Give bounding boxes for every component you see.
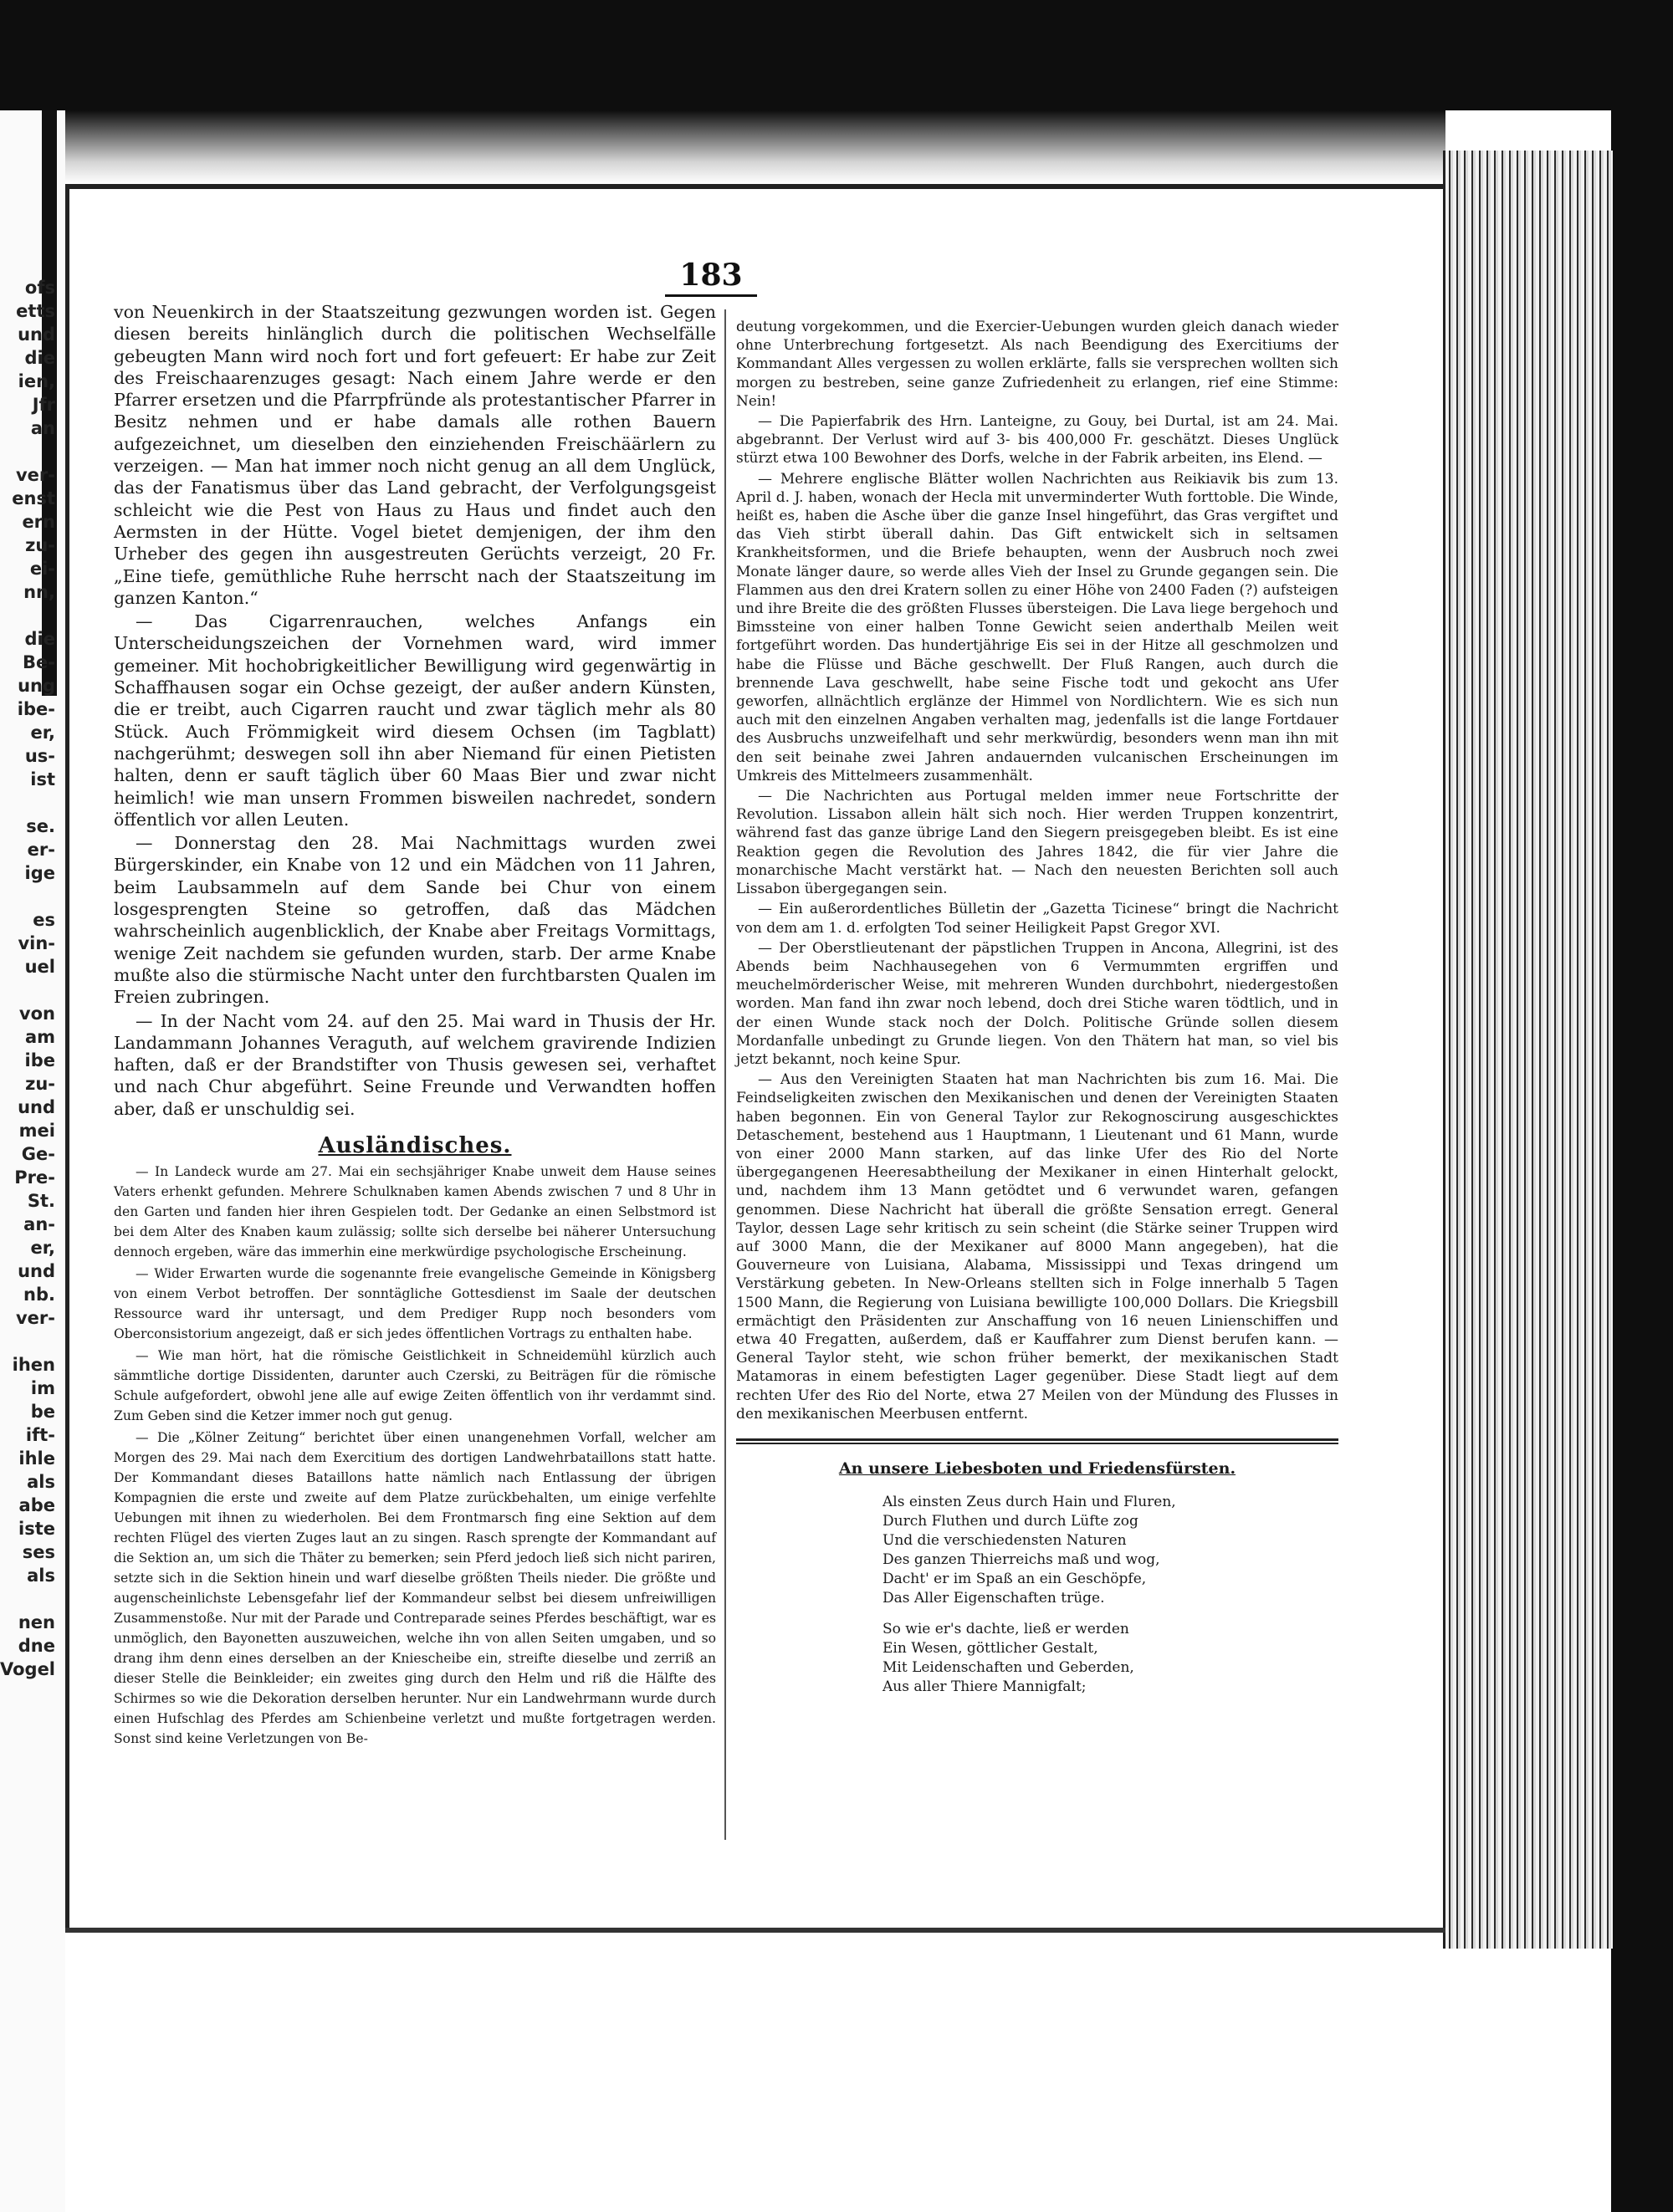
gutter-fragment: be [30,1402,55,1422]
column-right [736,318,1338,1709]
gutter-fragment: als [27,1472,55,1492]
gutter-fragment: ibe [24,1050,55,1070]
poem-line: Als einsten Zeus durch Hain und Fluren, [883,1494,1176,1511]
gutter-fragment: nb. [23,1285,55,1305]
poem-title: An unsere Liebesboten und Friedensfürsten. [838,1458,1236,1478]
book-page-edges [1443,151,1613,1949]
gutter-fragment: abe [18,1495,55,1515]
gutter-fragment: und [18,324,55,345]
gutter-fragment: ern [22,512,55,532]
article-paragraph: deutung vorgekommen, und die Exercier-Uebungen wurden gleich danach wieder ohne Unterbrechung fortgesetzt. Als nach Beendigung des Exercitiums der Kommandant Alles vergessen zu wollen erklärte, falls sie versprechen wollten sich morgen zu bestreben, seine ganze Zufriedenheit zu erlangen, rief eine Stimme: Nein! [736,319,1338,410]
gutter-fragment: Pre- [14,1167,55,1188]
article-paragraph: — Donnerstag den 28. Mai Nachmittags wurden zwei Bürgerskinder, ein Knabe von 12 und ein Mädchen von 11 Jahren, beim Laubsammeln auf dem Sande bei Chur von einem losgesprengten Steine so getroffen, daß das Mädchen wahrscheinlich augenblicklich, der Knabe aber Freitags Vormittags, wenige Zeit nachdem sie gefunden wurden, starb. Der arme Knabe mußte also die stürmische Nacht unter den furchtbarsten Qualen im Freien zubringen. [114,833,716,1008]
gutter-fragment: St. [27,1191,55,1211]
poem-line: So wie er's dachte, ließ er werden [883,1621,1129,1638]
gutter-fragment: zu- [25,535,55,555]
poem-line: Das Aller Eigenschaften trüge. [883,1590,1105,1607]
poem-stanza [883,1620,1338,1697]
article-paragraph: — Mehrere englische Blätter wollen Nachrichten aus Reikiavik bis zum 13. April d. J. haben, wonach der Hecla mit unverminderter Wuth forttoble. Die Winde, heißt es, haben die Asche über die ganze Insel hingeführt, das Gras vergiftet und das Vieh stirbt überall dahin. Das Gift entwickelt sich in seltsamen Krankheitsformen, und die Briefe behaupten, wenn der Ausbruch noch zwei Monate länger daure, so werde alles Vieh der Insel zu Grunde gegangen sein. Die Flammen aus den drei Kratern sollen zu einer Höhe von 2400 Faden (?) aufsteigen und ihre Breite die des größten Flusses übersteigen. Die Lava liege bergehoch und Bimssteine von einer halben Tonne Gewicht seien anderthalb Meilen weit fortgeführt worden. Das hundertjährige Eis sei in der Hitze all geschmolzen und habe die Flüsse und Bäche geschwellt. Der Fluß Rangen, auch durch die brennende Lava geschwellt, habe seine Fische todt und gekocht ans Ufer geworfen, allnächtlich erglänze der Himmel von Nordlichtern. Wie es sich nun auch mit den einzelnen Angaben verhalten mag, jedenfalls ist die lange Fortdauer des Ausbruchs unzweifelhaft und sehr merkwürdig, besonders wenn man ihn mit den seit beinahe zwei Jahren andauernden vulcanischen Erscheinungen im Umkreis des Mittelmeers zusammenhält. [736,470,1338,784]
facing-page-fragments [0,276,55,1949]
section-heading: Ausländisches. [318,1132,512,1158]
gutter-fragment: die [24,348,55,368]
article-paragraph: — Wider Erwarten wurde die sogenannte freie evangelische Gemeinde in Königsberg von einem Verbot betroffen. Der sonntägliche Gottesdienst im Saale der deutschen Ressource ward ihr untersagt, und dem Prediger Rupp noch besonders vom Oberconsistorium angezeigt, daß er sich jedes öffentlichen Vortrags zu enthalten habe. [114,1266,716,1342]
page-number-rule [665,294,757,297]
gutter-fragment [0,791,55,815]
scan-border-right [1611,0,1673,2212]
gutter-fragment: zu- [25,1074,55,1094]
gutter-fragment: die [24,629,55,649]
scan-shadow-top [65,110,1445,184]
gutter-fragment: an [30,418,55,438]
poem-line: Durch Fluthen und durch Lüfte zog [883,1513,1138,1530]
poem-line: Dacht' er im Spaß an ein Geschöpfe, [883,1571,1147,1588]
gutter-fragment: vin- [18,933,55,953]
page-frame-top [65,184,1445,189]
gutter-fragment: und [18,1261,55,1281]
gutter-fragment: nn, [23,582,55,602]
gutter-fragment: ver- [15,1308,55,1328]
gutter-fragment [0,1330,55,1353]
gutter-fragment: ei- [29,559,55,579]
poem-rule [736,1438,1338,1441]
gutter-fragment: er, [30,1238,55,1258]
gutter-fragment: se. [26,816,55,836]
article-paragraph: — Das Cigarrenrauchen, welches Anfangs ein Unterscheidungszeichen der Vornehmen ward, wird immer gemeiner. Mit hochobrigkeitlicher Bewilligung wird gegenwärtig in Schaffhausen sogar ein Ochse gezeigt, der außer andern Künsten, die er treibt, auch Cigarren raucht und zwar täglich mehr als 80 Stück. Auch Frömmigkeit wird diesem Ochsen (im Tagblatt) nachgerühmt; deswegen soll ihn aber Niemand für einen Pietisten halten, denn er sauft täglich über 60 Maas Bier und zwar nicht heimlich! wie man unsern Frommen bisweilen nachredet, sondern öffentlich vor allen Leuten. [114,611,716,830]
article-paragraph: — Die Nachrichten aus Portugal melden immer neue Fortschritte der Revolution. Lissabon allein hält sich noch. Hier werden Truppen konzentrirt, während fast das ganze übrige Land den Siegern preisgegeben bleibt. Es ist eine Reaktion gegen die Revolution des Jahres 1842, die für vier Jahre die monarchische Macht verstärkt hat. — Nach den neuesten Berichten soll auch Lissabon übergegangen sein. [736,788,1338,898]
page-frame-bottom [65,1928,1445,1933]
gutter-fragment: ihle [18,1448,55,1469]
gutter-fragment: und [18,1097,55,1117]
gutter-fragment [0,440,55,463]
gutter-fragment: an- [23,1214,55,1234]
poem-line: Mit Leidenschaften und Geberden, [883,1659,1134,1677]
gutter-fragment: us- [24,746,55,766]
column-left [114,301,716,1750]
gutter-fragment: mei [18,1121,55,1141]
gutter-fragment: Ge- [21,1144,55,1164]
gutter-fragment: am [24,1027,55,1047]
poem-line: Aus aller Thiere Mannigfalt; [883,1678,1087,1696]
gutter-fragment [0,604,55,627]
gutter-fragment: ist [30,769,55,789]
article-paragraph: — Wie man hört, hat die römische Geistlichkeit in Schneidemühl kürzlich auch sämmtliche dortige Dissidenten, darunter auch Czerski, zu Beiträgen für die römische Schule aufgefordert, obwohl jene alle auf ewige Zeiten öffentlich von ihr verdammt sind. Zum Geben sind die Ketzer immer noch gut genug. [114,1348,716,1424]
gutter-fragment: ibe- [17,699,55,719]
article-paragraph: — Die „Kölner Zeitung“ berichtet über einen unangenehmen Vorfall, welcher am Morgen des 29. Mai nach dem Exercitium des dortigen Landwehrbataillons statt hatte. Der Kommandant dieses Bataillons hatte nämlich nach Entlassung der übrigen Kompagnien die erste und zweite auf dem Platze zurückbehalten, um einige verfehlte Uebungen mit ihnen zu wiederholen. Bei dem Frontmarsch fing eine Sektion auf dem rechten Flügel des vierten Zuges laut an zu singen. Rasch sprengte der Kommandant auf die Sektion an, um sich die Thäter zu bemerken; sein Pferd jedoch ließ sich nicht pariren, setzte sich in die Sektion hinein und warf dieselbe größten Theils nieder. Die größte und augenscheinlichste Lebensgefahr lief der Kommandeur selbst bei diesem unfreiwilligen Zusammenstoße. Nur mit der Parade und Contreparade seines Pferdes beschäftigt, war es unmöglich, den Bayonetten auszuweichen, welche ihn von allen Seiten umgaben, und so drang ihm denn eines derselben an der Kniescheibe ein, streifte dieselbe und zerriß an dieser Stelle die Beinkleider; ein zweites ging durch den Helm und riß die Hälfte des Schirmes so wie die Dekoration derselben herunter. Nur ein Landwehrmann wurde durch einen Hufschlag des Pferdes am Schienbeine verletzt und mußte fortgetragen werden. Sonst sind keine Verletzungen von Be- [114,1430,716,1747]
gutter-fragment: Jfr [32,395,55,415]
gutter-fragment: enst [12,488,55,508]
gutter-fragment: von [18,1004,55,1024]
article-paragraph: von Neuenkirch in der Staatszeitung gezwungen worden ist. Gegen diesen bereits hinlänglich durch die politischen Wechselfälle gebeugten Mann wird noch fort und fort gefeuert: Er habe zur Zeit des Freischaarenzuges gesagt: Nach einem Jahre werde er den Pfarrer ersetzen und die Pfarrpfründe als protestantischer Pfarrer in Besitz nehmen und er habe damals alle rothen Bauern aufgezeichnet, um dieselben den einziehenden Freischäärlern zu verzeigen. — Man hat immer noch nicht genug an all dem Unglück, das der Fanatismus über das Land gebracht, der Verfolgungsgeist schleicht wie die Pest von Haus zu Haus und findet auch den Aermsten in der Hütte. Vogel bietet demjenigen, der ihm den Urheber des gegen ihn ausgestreuten Gerüchts verzeigt, 20 Fr. „Eine tiefe, gemüthliche Ruhe herrscht nach der Staatszeitung im ganzen Kanton.“ [114,302,716,608]
page-number: 183 [679,258,743,293]
gutter-fragment: Vogel [0,1659,55,1679]
gutter-fragment: ofs [24,278,55,298]
gutter-fragment: ift- [25,1425,55,1445]
gutter-fragment: ver- [15,465,55,485]
gutter-fragment: iste [18,1519,55,1539]
gutter-fragment: dne [18,1636,55,1656]
article-paragraph: — Aus den Vereinigten Staaten hat man Nachrichten bis zum 16. Mai. Die Feindseligkeiten zwischen den Mexikanischen und denen der Vereinigten Staaten haben begonnen. Ein von General Taylor zur Rekognoscirung ausgeschicktes Detaschement, bestehend aus 1 Hauptmann, 1 Lieutenant und 61 Mann, wurde von einer 2000 Mann starken, auf das linke Ufer des Rio del Norte übergegangenen Heeresabtheilung der Mexikaner in einen Hinterhalt gelockt, und, nachdem ihm 13 Mann getödtet und 6 verwundet waren, gefangen genommen. Diese Nachricht hat überall die größte Sensation erregt. General Taylor, dessen Lage sehr kritisch zu sein scheint (die Stärke seiner Truppen wird auf 3000 Mann, die der Mexikaner auf 8000 Mann angegeben), hat die Gouverneure von Luisiana, Alabama, Mississippi und Texas dringend um Verstärkung gebeten. In New-Orleans stellten sich in Folge innerhalb 5 Tagen 1500 Mann, die Regierung von Luisiana bewilligte 100,000 Dollars. Die Kriegsbill ermächtigt den Präsidenten zur Anschaffung von 16 neuen Linienschiffen und etwa 40 Fregatten, außerdem, daß er Kauffahrer zum Dienst berufen kann. — General Taylor steht, wie schon früher bemerkt, der mexikanischen Stadt Matamoras in einem befestigten Lager gegenüber. Diese Stadt liegt auf dem rechten Ufer des Rio del Norte, etwa 27 Meilen von der Mündung des Flusses in den mexikanischen Meerbusen entfernt. [736,1071,1338,1423]
poem-line: Ein Wesen, göttlicher Gestalt, [883,1640,1098,1658]
gutter-fragment: Be- [23,652,55,672]
poem-line: Des ganzen Thierreichs maß und wog, [883,1551,1160,1569]
article-paragraph: — In der Nacht vom 24. auf den 25. Mai ward in Thusis der Hr. Landammann Johannes Veraguth, auf welchem gravirende Indizien haften, daß er der Brandstifter von Thusis gewesen sei, verhaftet und nach Chur abgeführt. Seine Freunde und Verwandten hoffen aber, daß er unschuldig sei. [114,1010,716,1119]
article-paragraph: — In Landeck wurde am 27. Mai ein sechsjähriger Knabe unweit dem Hause seines Vaters erhenkt gefunden. Mehrere Schulknaben kamen Abends zwischen 7 und 8 Uhr in den Garten und fanden hier ihren Gespielen todt. Der Gedanke an einen Selbstmord ist bei dem Alter des Knaben kaum zulässig; sollte sich derselbe bei näherer Untersuchung dennoch ergeben, wäre das immerhin eine merkwürdige psychologische Erscheinung. [114,1164,716,1260]
gutter-fragment: ses [22,1542,55,1562]
gutter-fragment [0,978,55,1002]
gutter-fragment: uel [24,957,55,977]
poem-line: Und die verschiedensten Naturen [883,1532,1127,1550]
gutter-fragment: ihen [12,1355,55,1375]
scan-border-top [0,0,1673,110]
poem-rule [736,1443,1338,1444]
gutter-fragment: nen [18,1612,55,1632]
column-divider [724,309,726,1840]
gutter-fragment: als [27,1566,55,1586]
gutter-fragment: ige [24,863,55,883]
page-gutter-line [65,184,69,1932]
poem-stanza [883,1493,1338,1608]
article-paragraph: — Die Papierfabrik des Hrn. Lanteigne, zu Gouy, bei Durtal, ist am 24. Mai. abgebrannt. Der Verlust wird auf 3- bis 400,000 Fr. geschätzt. Dieses Unglück stürzt etwa 100 Bewohner des Dorfs, welche in der Fabrik arbeiten, ins Elend. — [736,413,1338,467]
gutter-fragment: ung [18,676,55,696]
gutter-fragment [0,1587,55,1611]
article-paragraph: — Ein außerordentliches Bülletin der „Gazetta Ticinese“ bringt die Nachricht von dem am 1. d. erfolgten Tod seiner Heiligkeit Papst Gregor XVI. [736,901,1338,937]
gutter-fragment: ien, [18,371,55,391]
article-paragraph: — Der Oberstlieutenant der päpstlichen Truppen in Ancona, Allegrini, ist des Abends beim Nachhausegehen von 6 Vermummten ergriffen und meuchelmörderischer Weise, mit mehreren Wunden durchbohrt, niedergestoßen worden. Man fand ihn zwar noch lebend, doch drei Stiche waren tödtlich, und in der einen Wunde stack noch der Dolch. Politische Gründe sollen diesem Mordanfalle unbedingt zu Grunde liegen. Von den Thätern hat man, so viel bis jetzt bekannt, noch keine Spur. [736,939,1338,1068]
gutter-fragment: er, [30,723,55,743]
gutter-fragment: im [30,1378,55,1398]
gutter-fragment [0,885,55,908]
gutter-fragment: etts [16,301,55,321]
gutter-fragment: es [33,910,55,930]
gutter-fragment: er- [27,840,55,860]
